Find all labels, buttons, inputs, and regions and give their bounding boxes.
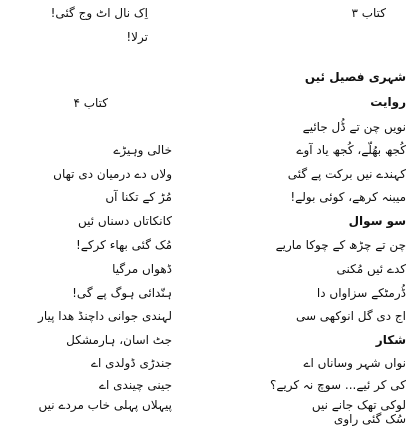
toc-entry: کانکاتاں دسناں ئیں xyxy=(77,214,172,228)
right-column xyxy=(208,0,416,426)
toc-entry: مُڑ کے تکنا آں xyxy=(105,190,172,204)
toc-entry: کُجھ بھُلّے، کُجھ یاد آوے xyxy=(296,143,406,157)
toc-entry: ترلا! xyxy=(126,30,148,44)
toc-entry: کی کر ئیے... سوچ نہ کریے؟ xyxy=(269,378,406,392)
toc-entry: اج دی گل انوکھی سی xyxy=(295,309,406,323)
toc-entry: ڈُرمٹکے سزاواں دا xyxy=(316,286,406,300)
toc-entry: شہری فصیل ئیں xyxy=(304,70,406,84)
toc-entry: پیہلاں پہلی خاب مردے نیں xyxy=(38,398,172,412)
left-column-header: کتاب ۴ xyxy=(73,96,108,110)
toc-entry: نواں شہر وساناں اے xyxy=(303,356,406,370)
toc-entry: نویں چن تے ڈُل جائیے xyxy=(302,120,406,134)
toc-entry: لوکی تھک جانے نیں xyxy=(311,398,406,412)
toc-entry: سو سوال xyxy=(348,214,406,228)
toc-entry: اِک نال اٹ وج گئی! xyxy=(50,6,148,20)
toc-entry: جندڑی ڈولدی اے xyxy=(90,356,172,370)
toc-entry: ولاں دے درمیان دی تھاں xyxy=(53,167,172,181)
toc-entry: خالی وہیڑے xyxy=(113,143,172,157)
toc-entry: کہندے نیں برکت پے گئی xyxy=(287,167,406,181)
toc-entry: ہنّدائی ہوگ پے گی! xyxy=(72,286,172,300)
toc-entry: کدے ئیں مُکنی xyxy=(336,262,406,276)
toc-entry: جینی چیندی اے xyxy=(98,378,172,392)
toc-entry: سُک گئی راوی xyxy=(333,412,406,426)
left-column xyxy=(0,0,208,416)
toc-entry: لہندی جوانی داچنڈ ھدا پیار xyxy=(38,309,172,323)
toc-entry: روایت xyxy=(370,95,406,109)
right-column-header: کتاب ۳ xyxy=(351,6,386,20)
toc-entry: چن تے چڑھ کے چوکا ماریے xyxy=(275,238,406,252)
toc-entry: شکار xyxy=(375,333,406,347)
toc-entry: جٹ اسان، ہارمشکل xyxy=(66,333,172,347)
toc-entry: میبنہ کرھے، کوئی بولے! xyxy=(290,190,406,204)
toc-entry: مُک گئی بھاء کرکے! xyxy=(75,238,172,252)
toc-entry: ڈھواں مرگیا xyxy=(112,262,172,276)
